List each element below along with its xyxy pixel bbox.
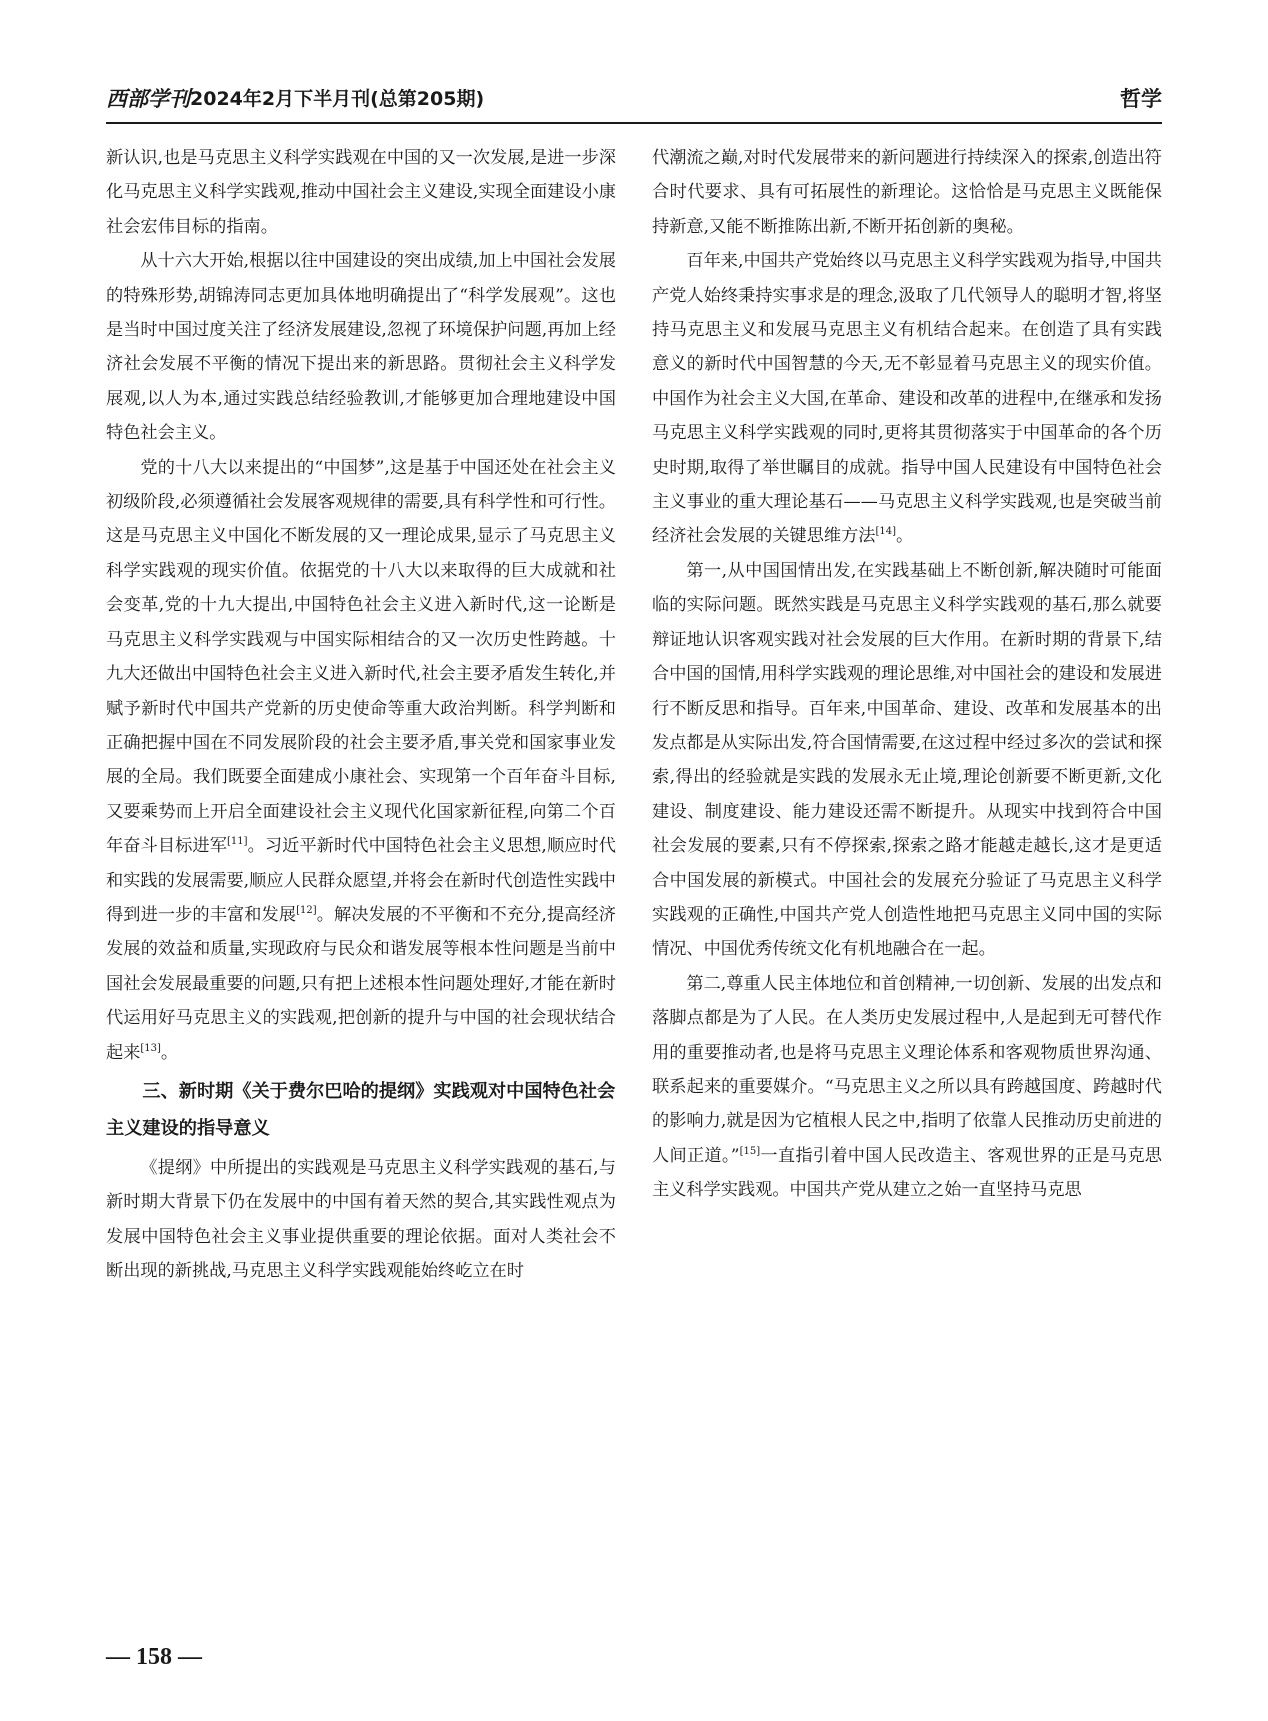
section-label: 哲学 [1120,87,1162,111]
paragraph-text: 。 [160,1042,179,1063]
paragraph-text: 。 [895,526,914,547]
citation-ref: [15] [739,1145,761,1157]
citation-ref: [11] [226,836,248,848]
issue-info: 2024年2月下半月刊(总第205期) [190,88,485,110]
paragraph: 从十六大开始,根据以往中国建设的突出成绩,加上中国社会发展的特殊形势,胡锦涛同志更加具体地明确提出了“科学发展观”。这也是当时中国过度关注了经济发展建设,忽视了环境保护问题,再加上经济社会发展不平衡的情况下提出来的新思路。贯彻社会主义科学发展观,以人为本,通过实践总结经验教训,才能够更加合理地建设中国特色社会主义。 [106,251,616,444]
paragraph-text: 党的十八大以来提出的“中国梦”,这是基于中国还处在社会主义初级阶段,必须遵循社会发展客观规律的需要,具有科学性和可行性。这是马克思主义中国化不断发展的又一理论成果,显示了马克思主义科学实践观的现实价值。依据党的十八大以来取得的巨大成就和社会变革,党的十九大提出,中国特色社会主义进入新时代,这一论断是马克思主义科学实践观与中国实际相结合的又一次历史性跨越。十九大还做出中国特色社会主义进入新时代,社会主要矛盾发生转化,并赋予新时代中国共产党新的历史使命等重大政治判断。科学判断和正确把握中国在不同发展阶段的社会主要矛盾,事关党和国家事业发展的全局。我们既要全面建成小康社会、实现第一个百年奋斗目标,又要乘势而上开启全面建设社会主义现代化国家新征程,向第二个百年奋斗目标进军 [106,457,616,857]
paragraph-text: 。习近平新时代中国特色社会主义思想,顺应时代和实践的发展需要,顺应人民群众愿望,并将会在新时代创造性实践中得到进一步的丰富和发展 [106,836,616,925]
page-number: — 158 — [106,1644,202,1670]
right-column [652,141,1162,1208]
paragraph: 第一,从中国国情出发,在实践基础上不断创新,解决随时可能面临的实际问题。既然实践是马克思主义科学实践观的基石,那么就要辩证地认识客观实践对社会发展的巨大作用。在新时期的背景下,结合中国的国情,用科学实践观的理论思维,对中国社会的建设和发展进行不断反思和指导。百年来,中国革命、建设、改革和发展基本的出发点都是从实际出发,符合国情需要,在这过程中经过多次的尝试和探索,得出的经验就是实践的发展永无止境,理论创新要不断更新,文化建设、制度建设、能力建设还需不断提升。从现实中找到符合中国社会发展的要素,只有不停探索,探索之路才能越走越长,这才是更适合中国发展的新模式。中国社会的发展充分验证了马克思主义科学实践观的正确性,中国共产党人创造性地把马克思主义同中国的实际情况、中国优秀传统文化有机地融合在一起。 [652,560,1162,960]
continued-paragraph: 代潮流之巅,对时代发展带来的新问题进行持续深入的探索,创造出符合时代要求、具有可拓展性的新理论。这恰恰是马克思主义既能保持新意,又能不断推陈出新,不断开拓创新的奥秘。 [652,148,1162,237]
left-column [106,141,616,1289]
paragraph: 《提纲》中所提出的实践观是马克思主义科学实践观的基石,与新时期大背景下仍在发展中的中国有着天然的契合,其实践性观点为发展中国特色社会主义事业提供重要的理论依据。面对人类社会不断出现的新挑战,马克思主义科学实践观能始终屹立在时 [106,1157,616,1282]
running-header [106,84,1162,120]
paragraph-text: 一直指引着中国人民改造主、客观世界的正是马克思主义科学实践观。中国共产党从建立之始一直坚持马克思 [652,1145,1162,1201]
citation-ref: [13] [140,1042,161,1054]
citation-ref: [14] [875,526,896,538]
paragraph [652,967,1162,1208]
paragraph-text: 百年来,中国共产党始终以马克思主义科学实践观为指导,中国共产党人始终秉持实事求是的理念,汲取了几代领导人的聪明才智,将坚持马克思主义和发展马克思主义有机结合起来。在创造了具有实践意义的新时代中国智慧的今天,无不彰显着马克思主义的现实价值。中国作为社会主义大国,在革命、建设和改革的进程中,在继承和发扬马克思主义科学实践观的同时,更将其贯彻落实于中国革命的各个历史时期,取得了举世瞩目的成就。指导中国人民建设有中国特色社会主义事业的重大理论基石——马克思主义科学实践观,也是突破当前经济社会发展的关键思维方法 [652,251,1162,547]
continued-paragraph: 新认识,也是马克思主义科学实践观在中国的又一次发展,是进一步深化马克思主义科学实践观,推动中国社会主义建设,实现全面建设小康社会宏伟目标的指南。 [106,148,616,237]
paragraph [652,244,1162,554]
section-heading: 三、新时期《关于费尔巴哈的提纲》实践观对中国特色社会主义建设的指导意义 [106,1080,616,1139]
header-rule [106,122,1162,124]
paragraph-text: 第二,尊重人民主体地位和首创精神,一切创新、发展的出发点和落脚点都是为了人民。在人类历史发展过程中,人是起到无可替代作用的重要推动者,也是将马克思主义理论体系和客观物质世界沟通、联系起来的重要媒介。“马克思主义之所以具有跨越国度、跨越时代的影响力,就是因为它植根人民之中,指明了依靠人民推动历史前进的人间正道。” [652,973,1162,1166]
paragraph [106,451,616,1070]
citation-ref: [12] [296,904,317,916]
journal-logo: 西部学刊 [106,86,190,111]
paragraph-text: 。解决发展的不平衡和不充分,提高经济发展的效益和质量,实现政府与民众和谐发展等根本性问题是当前中国社会发展最重要的问题,只有把上述根本性问题处理好,才能在新时代运用好马克思主义的实践观,把创新的提升与中国的社会现状结合起来 [106,904,616,1063]
